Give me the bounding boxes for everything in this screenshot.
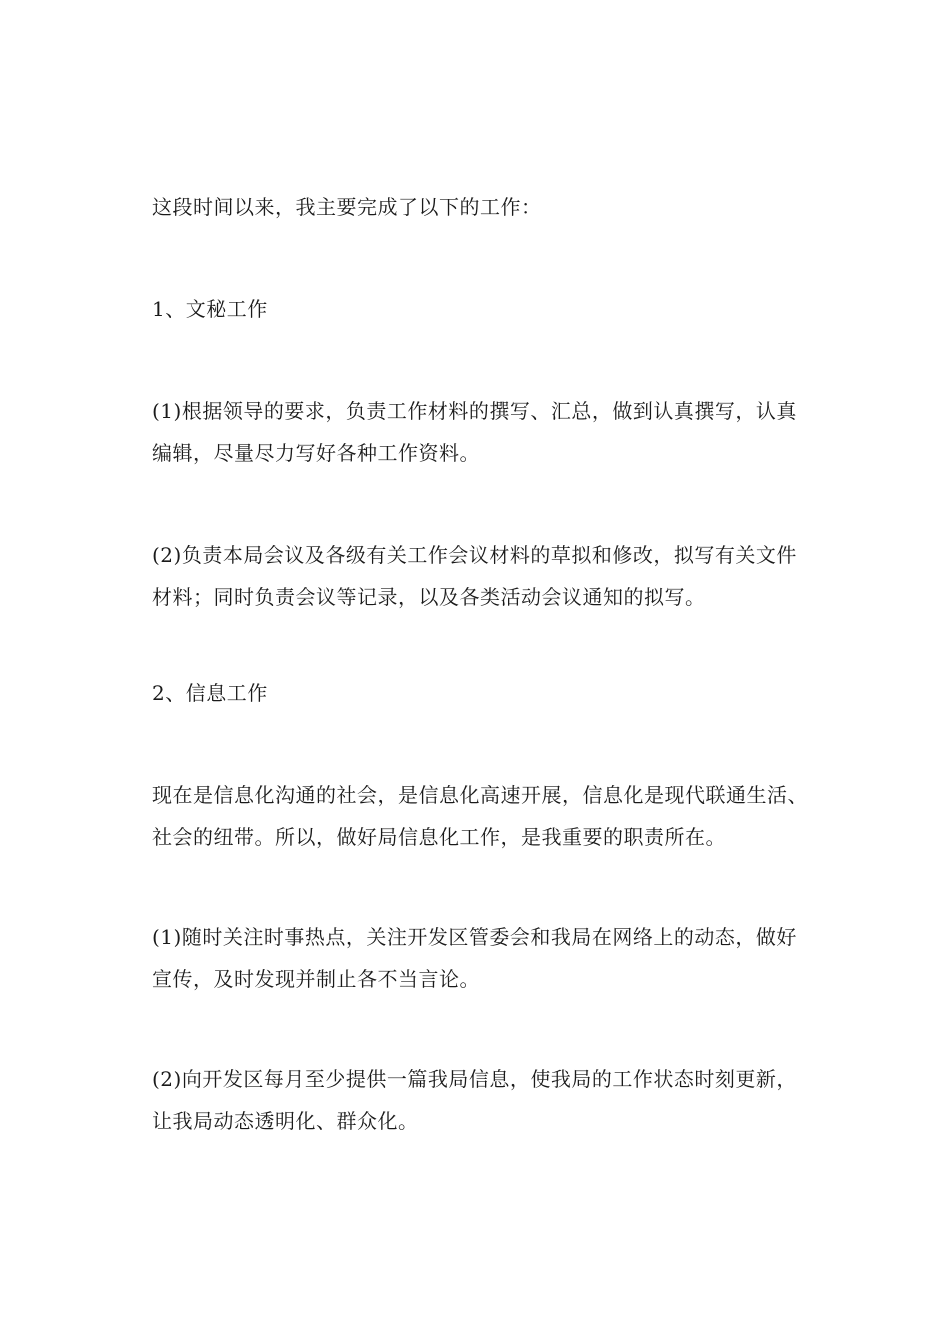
section-heading-information: 2、信息工作 — [152, 681, 268, 705]
information-intro-paragraph: 现在是信息化沟通的社会，是信息化高速开展，信息化是现代联通生活、社会的纽带。所以，做好局信息化工作，是我重要的职责所在。 — [152, 783, 808, 849]
information-item-1: (1)随时关注时事热点，关注开发区管委会和我局在网络上的动态，做好宣传，及时发现并制止各不当言论。 — [152, 925, 797, 991]
secretarial-item-1: (1)根据领导的要求，负责工作材料的撰写、汇总，做到认真撰写，认真编辑，尽量尽力写好各种工作资料。 — [152, 399, 797, 465]
intro-paragraph: 这段时间以来，我主要完成了以下的工作： — [152, 195, 542, 219]
section-heading-secretarial: 1、文秘工作 — [152, 297, 268, 321]
secretarial-item-2: (2)负责本局会议及各级有关工作会议材料的草拟和修改，拟写有关文件材料；同时负责会议等记录，以及各类活动会议通知的拟写。 — [152, 543, 797, 609]
information-item-2: (2)向开发区每月至少提供一篇我局信息，使我局的工作状态时刻更新，让我局动态透明化、群众化。 — [152, 1067, 797, 1133]
